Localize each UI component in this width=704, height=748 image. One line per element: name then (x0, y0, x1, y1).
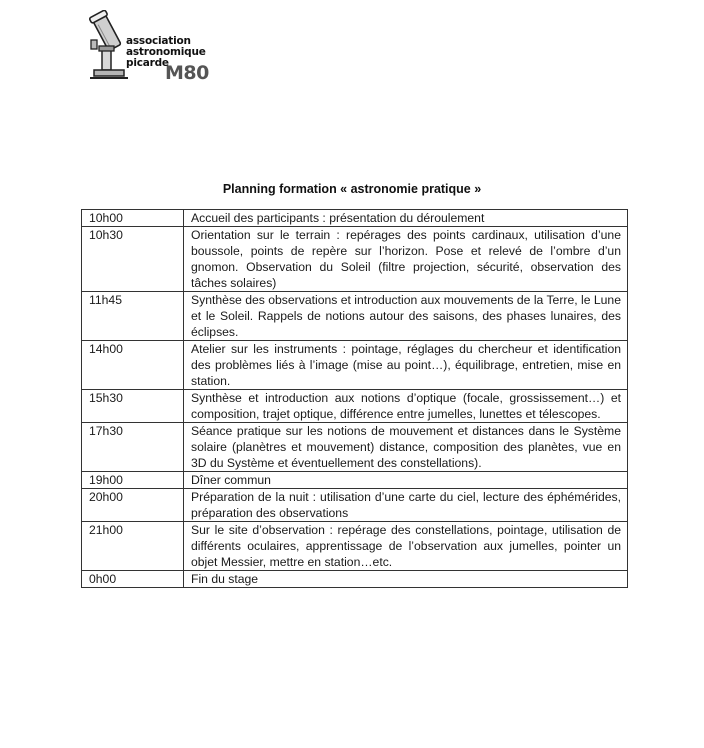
schedule-time: 20h00 (82, 489, 184, 522)
schedule-activity: Orientation sur le terrain : repérages des points cardinaux, utilisation d’une boussole, points de repère sur l’horizon. Pose et relevé de l’ombre d’un gnomon. Observation du Soleil (filtre projection, sécurité, observation des tâches solaires) (184, 227, 628, 292)
schedule-row (82, 227, 628, 292)
schedule-row (82, 571, 628, 588)
schedule-row (82, 489, 628, 522)
schedule-time: 14h00 (82, 341, 184, 390)
schedule-row (82, 210, 628, 227)
schedule-time: 17h30 (82, 423, 184, 472)
association-logo (86, 10, 216, 84)
logo-text-line-3: picarde (126, 57, 169, 69)
schedule-row (82, 472, 628, 489)
logo-text-m80: M80 (165, 62, 209, 84)
schedule-time: 0h00 (82, 571, 184, 588)
schedule-activity: Synthèse des observations et introduction aux mouvements de la Terre, le Lune et le Soleil. Rappels de notions autour des saisons, des phases lunaires, des éclipses. (184, 292, 628, 341)
schedule-activity: Atelier sur les instruments : pointage, réglages du chercheur et identification des problèmes liés à l’image (mise au point…), équilibrage, entretien, mise en station. (184, 341, 628, 390)
schedule-row (82, 423, 628, 472)
schedule-activity: Séance pratique sur les notions de mouvement et distances dans le Système solaire (planètres et mouvement) distance, composition des planètes, vue en 3D du Système et éventuellement des constellations). (184, 423, 628, 472)
schedule-activity: Sur le site d’observation : repérage des constellations, pointage, utilisation de différents oculaires, apprentissage de l’observation aux jumelles, pointer un objet Messier, mettre en station…etc. (184, 522, 628, 571)
schedule-row (82, 292, 628, 341)
schedule-time: 11h45 (82, 292, 184, 341)
schedule-activity: Dîner commun (184, 472, 628, 489)
schedule-row (82, 341, 628, 390)
schedule-time: 10h30 (82, 227, 184, 292)
schedule-time: 19h00 (82, 472, 184, 489)
schedule-time: 15h30 (82, 390, 184, 423)
schedule-time: 21h00 (82, 522, 184, 571)
schedule-row (82, 390, 628, 423)
schedule-activity: Fin du stage (184, 571, 628, 588)
schedule-time: 10h00 (82, 210, 184, 227)
schedule-activity: Synthèse et introduction aux notions d’optique (focale, grossissement…) et composition, trajet optique, différence entre jumelles, lunettes et télescopes. (184, 390, 628, 423)
schedule-row (82, 522, 628, 571)
schedule-activity: Accueil des participants : présentation du déroulement (184, 210, 628, 227)
logo-text-line-2: astronomique (126, 46, 206, 58)
document-title: Planning formation « astronomie pratique » (222, 182, 482, 196)
schedule-activity: Préparation de la nuit : utilisation d’une carte du ciel, lecture des éphémérides, préparation des observations (184, 489, 628, 522)
planning-table (81, 209, 628, 588)
logo-text-line-1: association (126, 35, 191, 47)
